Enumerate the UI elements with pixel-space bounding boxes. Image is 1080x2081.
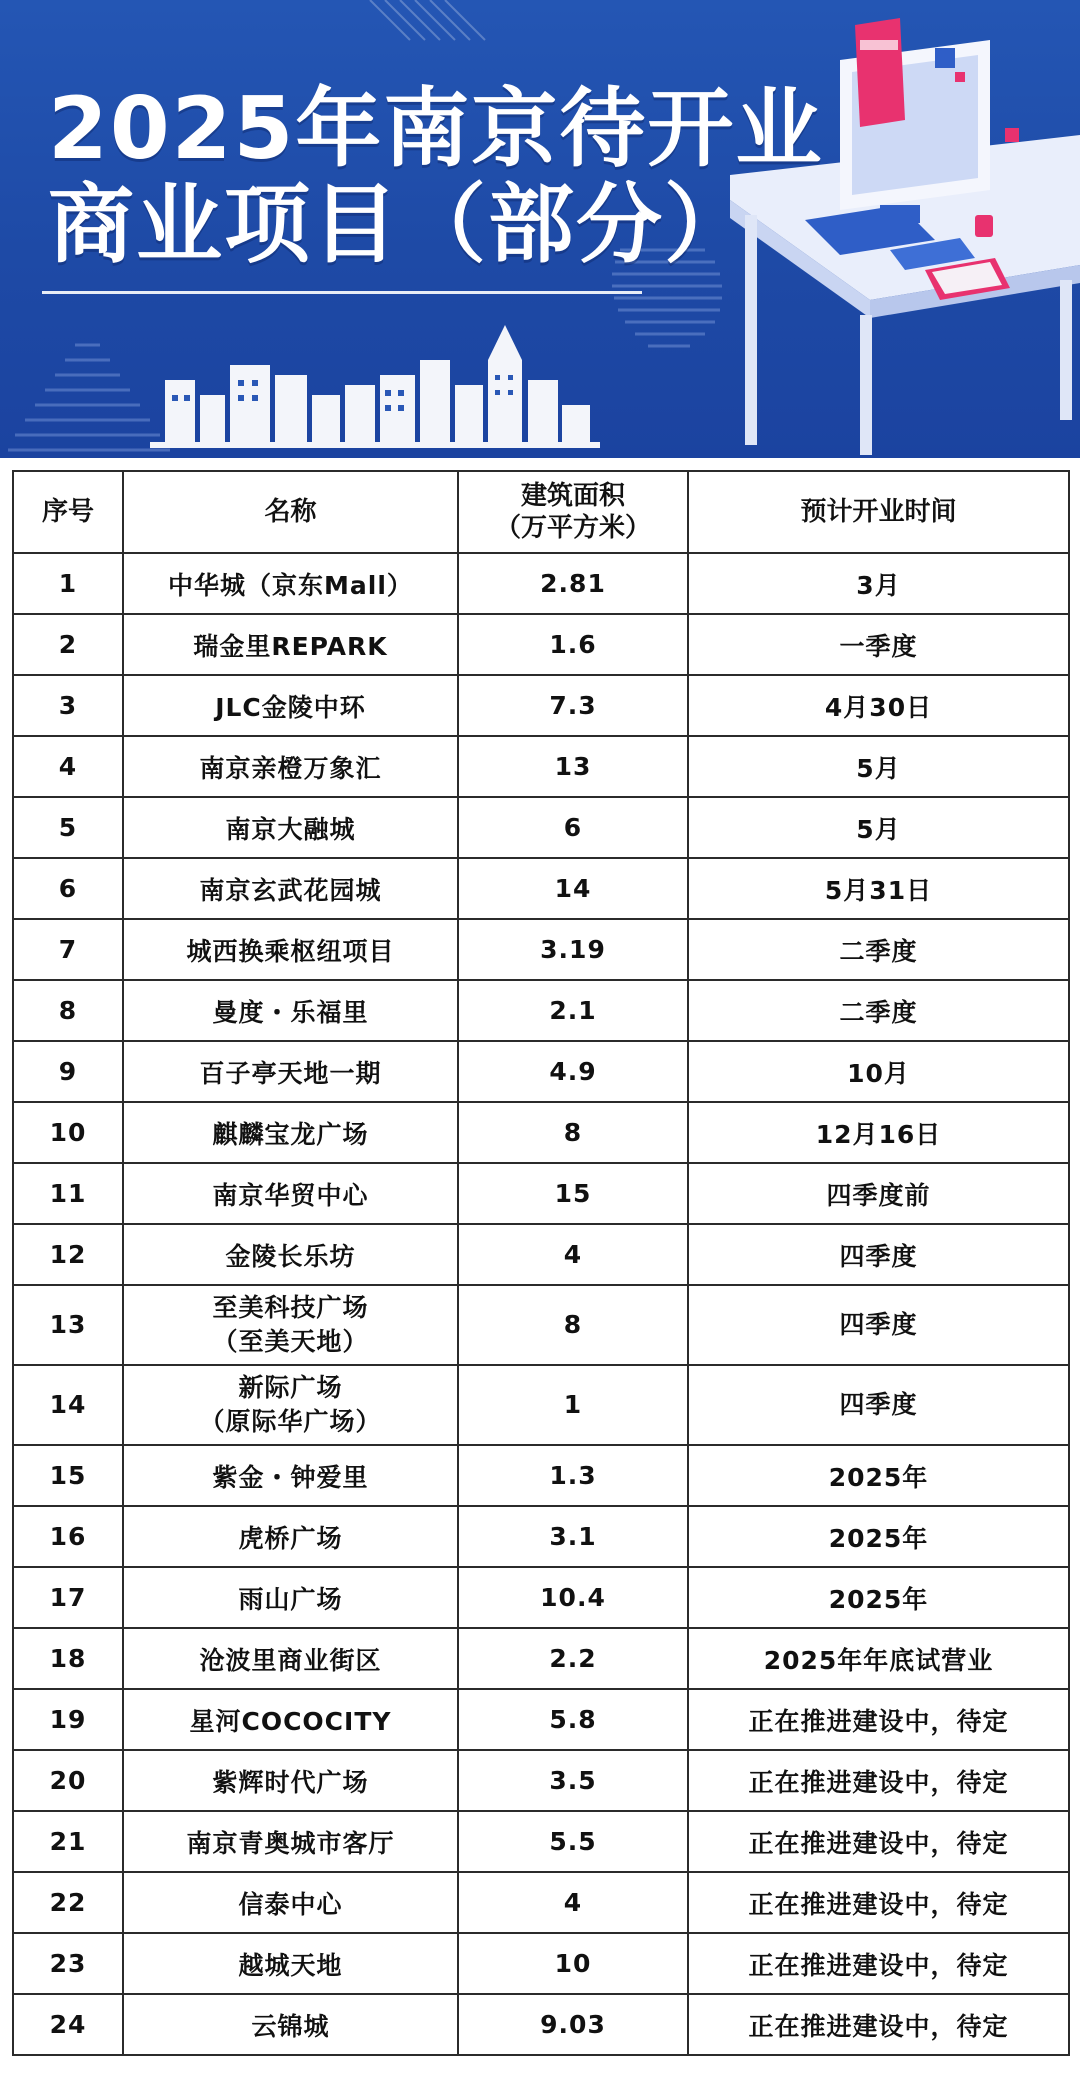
row-area: 1.3 bbox=[458, 1445, 688, 1506]
row-name: 城西换乘枢纽项目 bbox=[123, 919, 458, 980]
row-name: 南京亲橙万象汇 bbox=[123, 736, 458, 797]
row-opening-time: 正在推进建设中，待定 bbox=[688, 1933, 1069, 1994]
table-row bbox=[13, 1994, 1069, 2055]
row-index: 13 bbox=[13, 1285, 123, 1365]
row-area: 14 bbox=[458, 858, 688, 919]
row-name: 紫金・钟爱里 bbox=[123, 1445, 458, 1506]
row-name: 雨山广场 bbox=[123, 1567, 458, 1628]
table-row bbox=[13, 1872, 1069, 1933]
row-area: 7.3 bbox=[458, 675, 688, 736]
row-name: 金陵长乐坊 bbox=[123, 1224, 458, 1285]
row-opening-time: 二季度 bbox=[688, 919, 1069, 980]
table-row bbox=[13, 1041, 1069, 1102]
row-area: 5.8 bbox=[458, 1689, 688, 1750]
row-opening-time: 正在推进建设中，待定 bbox=[688, 1811, 1069, 1872]
row-index: 17 bbox=[13, 1567, 123, 1628]
table-row bbox=[13, 1750, 1069, 1811]
row-name: 南京玄武花园城 bbox=[123, 858, 458, 919]
table-row bbox=[13, 1567, 1069, 1628]
row-index: 16 bbox=[13, 1506, 123, 1567]
row-name: 南京华贸中心 bbox=[123, 1163, 458, 1224]
row-opening-time: 四季度 bbox=[688, 1285, 1069, 1365]
table-row bbox=[13, 1102, 1069, 1163]
row-opening-time: 正在推进建设中，待定 bbox=[688, 1689, 1069, 1750]
row-opening-time: 一季度 bbox=[688, 614, 1069, 675]
row-name-line1: 新际广场 bbox=[238, 1373, 343, 1403]
table-row bbox=[13, 736, 1069, 797]
row-index: 22 bbox=[13, 1872, 123, 1933]
row-opening-time: 4月30日 bbox=[688, 675, 1069, 736]
row-index: 2 bbox=[13, 614, 123, 675]
header-area-label: 建筑面积 bbox=[520, 480, 625, 511]
row-opening-time: 10月 bbox=[688, 1041, 1069, 1102]
row-index: 10 bbox=[13, 1102, 123, 1163]
table-row bbox=[13, 1224, 1069, 1285]
row-opening-time: 5月 bbox=[688, 736, 1069, 797]
row-area: 3.19 bbox=[458, 919, 688, 980]
row-index: 7 bbox=[13, 919, 123, 980]
row-name: 沧波里商业街区 bbox=[123, 1628, 458, 1689]
row-name: 虎桥广场 bbox=[123, 1506, 458, 1567]
row-opening-time: 5月 bbox=[688, 797, 1069, 858]
header-index: 序号 bbox=[13, 471, 123, 553]
table-row bbox=[13, 1689, 1069, 1750]
table-row bbox=[13, 1811, 1069, 1872]
row-name: 信泰中心 bbox=[123, 1872, 458, 1933]
row-name-line2: （原际华广场） bbox=[199, 1407, 382, 1436]
row-index: 21 bbox=[13, 1811, 123, 1872]
row-opening-time: 四季度前 bbox=[688, 1163, 1069, 1224]
row-index: 4 bbox=[13, 736, 123, 797]
row-name: 百子亭天地一期 bbox=[123, 1041, 458, 1102]
row-index: 24 bbox=[13, 1994, 123, 2055]
table-row bbox=[13, 1285, 1069, 1365]
row-name: JLC金陵中环 bbox=[123, 675, 458, 736]
table-row bbox=[13, 614, 1069, 675]
row-opening-time: 2025年 bbox=[688, 1506, 1069, 1567]
row-area: 4 bbox=[458, 1872, 688, 1933]
row-opening-time: 3月 bbox=[688, 553, 1069, 614]
row-opening-time: 2025年 bbox=[688, 1445, 1069, 1506]
row-area: 1 bbox=[458, 1365, 688, 1445]
table-row bbox=[13, 1445, 1069, 1506]
row-area: 3.1 bbox=[458, 1506, 688, 1567]
header-area bbox=[458, 471, 688, 553]
row-opening-time: 5月31日 bbox=[688, 858, 1069, 919]
table-row bbox=[13, 1365, 1069, 1445]
row-index: 11 bbox=[13, 1163, 123, 1224]
row-name: 星河COCOCITY bbox=[123, 1689, 458, 1750]
row-name: 南京大融城 bbox=[123, 797, 458, 858]
row-name: 中华城（京东Mall） bbox=[123, 553, 458, 614]
row-index: 6 bbox=[13, 858, 123, 919]
row-index: 9 bbox=[13, 1041, 123, 1102]
row-name-line1: 至美科技广场 bbox=[212, 1293, 369, 1323]
row-opening-time: 正在推进建设中，待定 bbox=[688, 1994, 1069, 2055]
row-name: 云锦城 bbox=[123, 1994, 458, 2055]
header-area-unit: （万平方米） bbox=[494, 513, 651, 543]
row-opening-time: 12月16日 bbox=[688, 1102, 1069, 1163]
row-index: 19 bbox=[13, 1689, 123, 1750]
row-area: 10.4 bbox=[458, 1567, 688, 1628]
table-row bbox=[13, 980, 1069, 1041]
table-row bbox=[13, 1628, 1069, 1689]
header-opening-time: 预计开业时间 bbox=[688, 471, 1069, 553]
table-row bbox=[13, 919, 1069, 980]
projects-table bbox=[12, 470, 1070, 2056]
header-name: 名称 bbox=[123, 471, 458, 553]
row-index: 3 bbox=[13, 675, 123, 736]
row-opening-time: 二季度 bbox=[688, 980, 1069, 1041]
row-index: 1 bbox=[13, 553, 123, 614]
projects-table-container bbox=[12, 470, 1068, 2056]
row-index: 15 bbox=[13, 1445, 123, 1506]
header-banner bbox=[0, 0, 1080, 458]
table-row bbox=[13, 1506, 1069, 1567]
row-area: 1.6 bbox=[458, 614, 688, 675]
row-index: 14 bbox=[13, 1365, 123, 1445]
row-name: 麒麟宝龙广场 bbox=[123, 1102, 458, 1163]
row-index: 20 bbox=[13, 1750, 123, 1811]
table-row bbox=[13, 797, 1069, 858]
row-name-line2: （至美天地） bbox=[212, 1327, 369, 1356]
row-opening-time: 四季度 bbox=[688, 1224, 1069, 1285]
row-area: 10 bbox=[458, 1933, 688, 1994]
row-area: 8 bbox=[458, 1285, 688, 1365]
row-opening-time: 2025年年底试营业 bbox=[688, 1628, 1069, 1689]
row-index: 8 bbox=[13, 980, 123, 1041]
row-index: 5 bbox=[13, 797, 123, 858]
row-name: 南京青奥城市客厅 bbox=[123, 1811, 458, 1872]
row-index: 12 bbox=[13, 1224, 123, 1285]
table-row bbox=[13, 1933, 1069, 1994]
row-name: 紫辉时代广场 bbox=[123, 1750, 458, 1811]
row-area: 6 bbox=[458, 797, 688, 858]
row-area: 15 bbox=[458, 1163, 688, 1224]
row-opening-time: 正在推进建设中，待定 bbox=[688, 1750, 1069, 1811]
table-row bbox=[13, 675, 1069, 736]
table-row bbox=[13, 553, 1069, 614]
page-title-line2: 商业项目（部分） bbox=[48, 175, 752, 275]
row-name: 瑞金里REPARK bbox=[123, 614, 458, 675]
table-header-row bbox=[13, 471, 1069, 553]
row-area: 4 bbox=[458, 1224, 688, 1285]
table-row bbox=[13, 858, 1069, 919]
row-name bbox=[123, 1365, 458, 1445]
row-area: 9.03 bbox=[458, 1994, 688, 2055]
row-area: 2.81 bbox=[458, 553, 688, 614]
row-opening-time: 2025年 bbox=[688, 1567, 1069, 1628]
row-area: 2.1 bbox=[458, 980, 688, 1041]
title-underline bbox=[42, 291, 642, 294]
table-row bbox=[13, 1163, 1069, 1224]
row-area: 2.2 bbox=[458, 1628, 688, 1689]
row-area: 4.9 bbox=[458, 1041, 688, 1102]
row-area: 5.5 bbox=[458, 1811, 688, 1872]
row-area: 3.5 bbox=[458, 1750, 688, 1811]
page-title-line1: 2025年南京待开业 bbox=[48, 79, 824, 179]
row-index: 23 bbox=[13, 1933, 123, 1994]
row-name: 越城天地 bbox=[123, 1933, 458, 1994]
row-index: 18 bbox=[13, 1628, 123, 1689]
row-area: 13 bbox=[458, 736, 688, 797]
row-opening-time: 正在推进建设中，待定 bbox=[688, 1872, 1069, 1933]
row-opening-time: 四季度 bbox=[688, 1365, 1069, 1445]
row-name bbox=[123, 1285, 458, 1365]
row-area: 8 bbox=[458, 1102, 688, 1163]
row-name: 曼度・乐福里 bbox=[123, 980, 458, 1041]
